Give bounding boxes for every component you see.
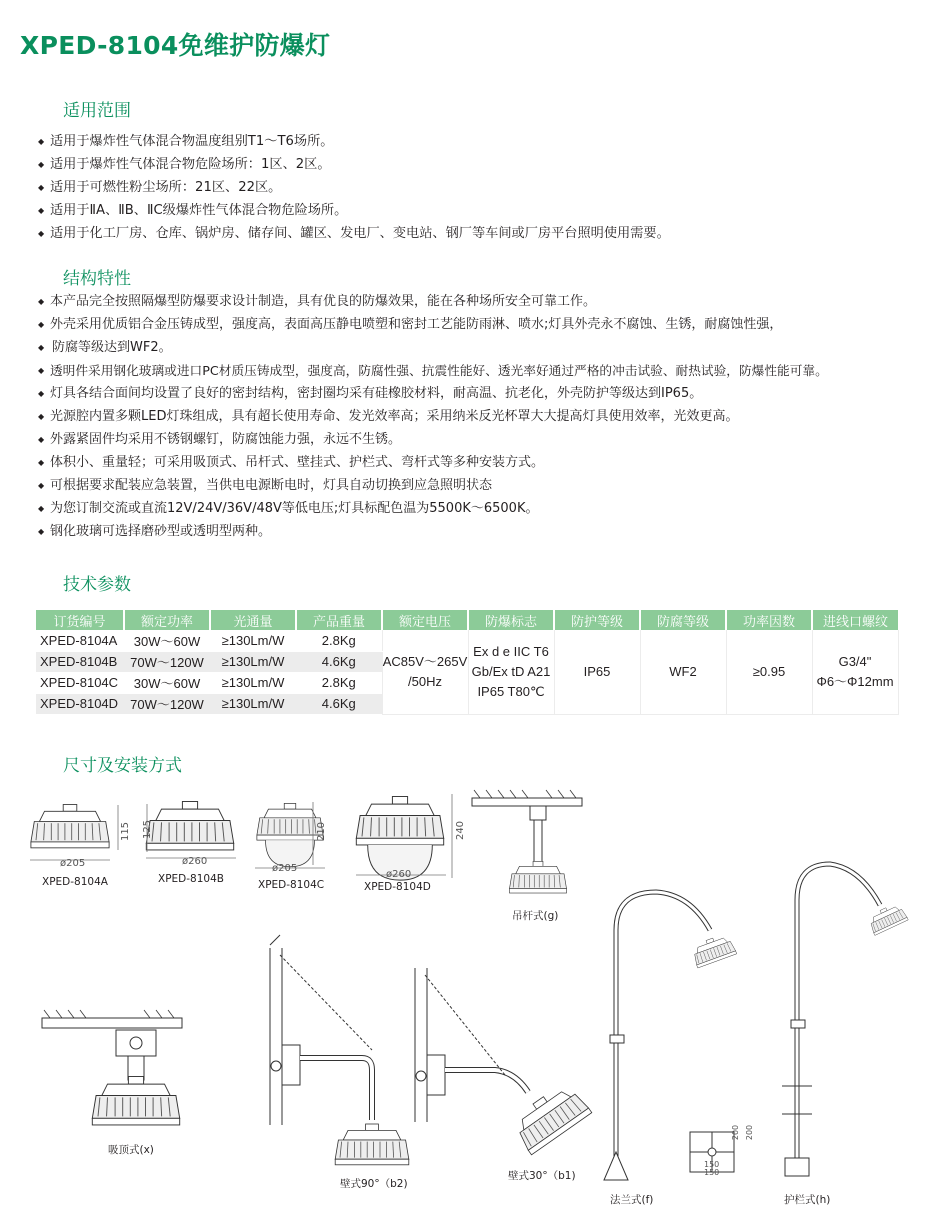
col-header: 额定电压 (382, 610, 468, 630)
cell-weight: 2.8Kg (296, 672, 382, 693)
dim-height-a: 115 (120, 821, 132, 842)
list-item: ◆ 钢化玻璃可选择磨砂型或透明型两种。 (38, 520, 828, 543)
table-row (36, 630, 898, 651)
caption-wall-90: 壁式90°（b2) (340, 1178, 408, 1190)
list-item: ◆ 灯具各结合面间均设置了良好的密封结构，密封圈均采有硅橡胶材料，耐高温、抗老化，外壳防护等级达到IP65。 (38, 382, 828, 405)
dim-width-c: ø205 (272, 863, 298, 874)
flange-dim-outer-h: 200 (745, 1124, 755, 1141)
list-item: ◆ 本产品完全按照隔爆型防爆要求设计制造，具有优良的防爆效果，能在各种场所安全可靠工作。 (38, 290, 828, 313)
cell-flux: ≥130Lm/W (210, 651, 296, 672)
cell-flux: ≥130Lm/W (210, 672, 296, 693)
cell-weight: 4.6Kg (296, 651, 382, 672)
dim-height-b: 125 (142, 819, 154, 840)
list-item: ◆ 适用于ⅡA、ⅡB、ⅡC级爆炸性气体混合物危险场所。 (38, 199, 670, 222)
col-header: 光通量 (210, 610, 296, 630)
guardrail-drawing (782, 864, 908, 1176)
cell-power: 70W～120W (124, 693, 210, 714)
dim-height-d: 240 (455, 820, 467, 841)
caption-pendant: 吊杆式(g) (512, 910, 559, 922)
col-header: 防爆标志 (468, 610, 554, 630)
cell-code: XPED-8104D (36, 693, 124, 714)
flange-dim-inner-w: 150 (704, 1160, 720, 1169)
col-header: 防护等级 (554, 610, 640, 630)
flange-dim-outer-w: 150 (704, 1168, 720, 1177)
col-header: 进线口螺纹 (812, 610, 898, 630)
ceiling-drawing (42, 1010, 182, 1125)
continuation-text: 防腐等级达到WF2。 (52, 340, 172, 355)
list-item-continuation (38, 336, 828, 359)
list-item: ◆ 可根据要求配装应急装置，当供电电源断电时，灯具自动切换到应急照明状态 (38, 474, 828, 497)
cell-power: 30W～60W (124, 672, 210, 693)
dim-width-a: ø205 (60, 858, 86, 869)
cell-flux: ≥130Lm/W (210, 630, 296, 651)
cell-pf: ≥0.95 (726, 630, 812, 714)
wall-90-drawing (270, 935, 409, 1165)
cell-weight: 4.6Kg (296, 693, 382, 714)
col-header: 额定功率 (124, 610, 210, 630)
scope-list (38, 130, 670, 245)
cell-voltage (382, 630, 468, 714)
list-item: ◆ 外露紧固件均采用不锈钢螺钉，防腐蚀能力强，永远不生锈。 (38, 428, 828, 451)
col-header: 功率因数 (726, 610, 812, 630)
cell-weight: 2.8Kg (296, 630, 382, 651)
cell-power: 70W～120W (124, 651, 210, 672)
list-item: ◆ 为您订制交流或直流12V/24V/36V/48V等低电压;灯具标配色温为5500K～6500K。 (38, 497, 828, 520)
list-item: ◆ 适用于可燃性粉尘场所：21区、22区。 (38, 176, 670, 199)
list-item: ◆ 光源腔内置多颗LED灯珠组成，具有超长使用寿命、发光效率高；采用纳米反光杯罩大大提高灯具使用效率，光效更高。 (38, 405, 828, 428)
flange-drawing (604, 892, 737, 1180)
dim-height-c: 210 (316, 821, 328, 842)
ex-line: IP65 T80℃ (477, 683, 545, 699)
caption-model-b: XPED-8104B (158, 873, 224, 885)
ex-line: Gb/Ex tD A21 (471, 663, 551, 679)
cell-code: XPED-8104A (36, 630, 124, 651)
flange-dim-inner-h: 200 (731, 1124, 741, 1141)
col-header: 订货编号 (36, 610, 124, 630)
pendant-drawing (472, 790, 582, 893)
col-header: 防腐等级 (640, 610, 726, 630)
list-item: ◆ 体积小、重量轻；可采用吸顶式、吊杆式、壁挂式、护栏式、弯杆式等多种安装方式。 (38, 451, 828, 474)
caption-model-a: XPED-8104A (42, 876, 108, 888)
list-item: ◆ 透明件采用钢化玻璃或进口PC材质压铸成型，强度高，防腐性强、抗震性能好、透光率好通过严格的冲击试验、耐热试验，防爆性能可靠。 (38, 359, 828, 382)
ex-line: Ex d e IIC T6 (473, 643, 549, 659)
cell-ip: IP65 (554, 630, 640, 714)
caption-model-c: XPED-8104C (258, 879, 325, 891)
cell-code: XPED-8104C (36, 672, 124, 693)
col-header: 产品重量 (296, 610, 382, 630)
cell-wf: WF2 (640, 630, 726, 714)
list-item: ◆ 适用于化工厂房、仓库、锅炉房、储存间、罐区、发电厂、变电站、钢厂等车间或厂房平台照明使用需要。 (38, 222, 670, 245)
lamp-a-drawing (31, 805, 109, 848)
cell-power: 30W～60W (124, 630, 210, 651)
page-title: XPED-8104免维护防爆灯 (20, 31, 331, 60)
dim-width-b: ø260 (182, 856, 208, 867)
cell-code: XPED-8104B (36, 651, 124, 672)
caption-model-d: XPED-8104D (364, 881, 431, 893)
lamp-b-drawing (146, 802, 233, 850)
params-heading: 技术参数 (63, 575, 131, 595)
thread-line: G3/4" (838, 653, 872, 669)
cell-ex-mark (468, 630, 554, 714)
caption-ceiling: 吸顶式(x) (108, 1144, 154, 1156)
features-list (38, 290, 828, 543)
cell-flux: ≥130Lm/W (210, 693, 296, 714)
caption-flange: 法兰式(f) (610, 1194, 654, 1206)
cell-thread (812, 630, 898, 714)
spec-table (36, 610, 899, 715)
voltage-line: AC85V～265V (382, 653, 468, 669)
thread-line: Φ6～Φ12mm (816, 673, 894, 689)
voltage-line: /50Hz (408, 673, 442, 689)
list-item: ◆ 外壳采用优质铝合金压铸成型，强度高，表面高压静电喷塑和密封工艺能防雨淋、喷水;灯具外壳永不腐蚀、生锈，耐腐蚀性强， (38, 313, 828, 336)
caption-wall-30: 壁式30°（b1) (508, 1170, 576, 1182)
list-item: ◆ 适用于爆炸性气体混合物危险场所：1区、2区。 (38, 153, 670, 176)
scope-heading: 适用范围 (63, 101, 131, 121)
lamp-d-drawing (356, 797, 443, 881)
caption-guardrail: 护栏式(h) (784, 1194, 831, 1206)
install-heading: 尺寸及安装方式 (63, 756, 182, 776)
wall-30-drawing (415, 968, 592, 1155)
features-heading: 结构特性 (63, 269, 131, 289)
list-item: ◆ 适用于爆炸性气体混合物温度组别T1～T6场所。 (38, 130, 670, 153)
table-header-row (36, 610, 898, 630)
dim-width-d: ø260 (386, 869, 412, 880)
